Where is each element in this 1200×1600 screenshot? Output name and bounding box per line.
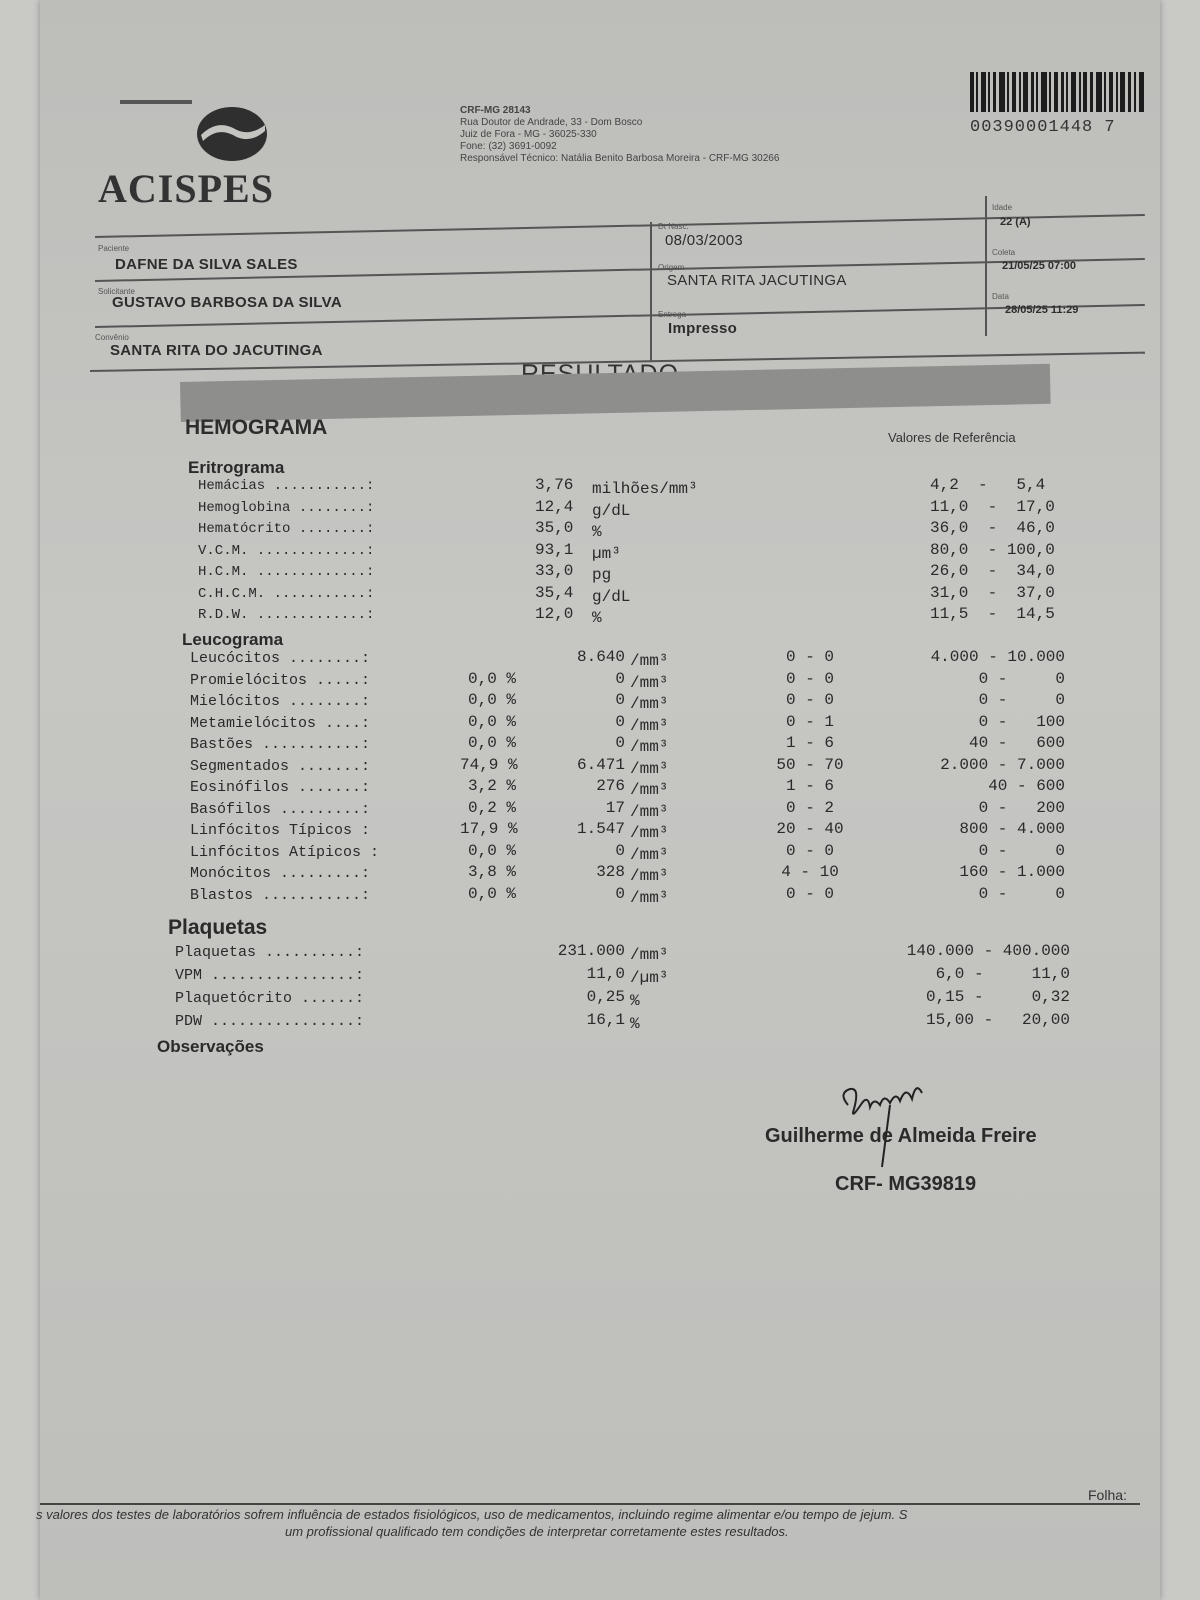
leucograma-row-ref-abs: 4.000 - 10.000 xyxy=(930,648,1065,666)
leucograma-row-name: Basófilos .........: xyxy=(190,800,371,818)
reference-title: Valores de Referência xyxy=(888,430,1016,445)
leucograma-row-ref-abs: 800 - 4.000 xyxy=(959,820,1065,838)
leucograma-row-unit: /mm³ xyxy=(630,673,669,692)
leucograma-row-ref-pct: 0 - 0 xyxy=(785,884,834,903)
signature-name: Guilherme de Almeida Freire xyxy=(765,1125,1037,1147)
label-nascimento: Dt Nasc. xyxy=(658,222,689,231)
plaquetas-row-value: 16,1 xyxy=(586,1011,625,1029)
label-solicitante: Solicitante xyxy=(98,287,135,296)
plaquetas-row-ref: 15,00 - 20,00 xyxy=(925,1011,1070,1029)
eritrograma-row-unit: pg xyxy=(592,566,612,584)
leucograma-row-abs: 0 xyxy=(615,712,625,731)
leucograma-row-ref-pct: 0 - 0 xyxy=(785,691,834,709)
plaquetas-row-value: 11,0 xyxy=(586,965,625,983)
logo-rule xyxy=(120,100,192,104)
leucograma-row-pct: 0,0 % xyxy=(467,841,516,860)
eritrograma-row-unit: milhões/mm³ xyxy=(592,480,698,498)
leucograma-row-name: Mielócitos ........: xyxy=(190,693,371,710)
eritrograma-row-unit: % xyxy=(592,523,602,541)
leucograma-row-pct: 0,0 % xyxy=(467,669,516,688)
plaquetas-row-ref: 0,15 - 0,32 xyxy=(925,988,1070,1006)
requester-name: GUSTAVO BARBOSA DA SILVA xyxy=(112,294,342,311)
signature-crf: CRF- MG39819 xyxy=(835,1173,977,1195)
logo-text: ACISPES xyxy=(98,166,274,211)
leucograma-row-abs: 328 xyxy=(596,863,625,881)
leucograma-row-unit: /mm³ xyxy=(630,802,669,821)
eritrograma-row-ref: 11,5 - 14,5 xyxy=(930,605,1055,623)
eritrograma-row-value: 93,1 xyxy=(535,540,574,559)
eritrograma-row-value: 3,76 xyxy=(535,476,574,494)
leucograma-row-unit: /mm³ xyxy=(630,824,669,842)
leucograma-row-pct: 0,0 % xyxy=(467,691,516,709)
leucograma-row-abs: 276 xyxy=(596,777,625,795)
leucograma-row-ref-abs: 2.000 - 7.000 xyxy=(940,755,1065,774)
label-entrega: Entrega xyxy=(658,310,687,319)
leucograma-row-name: Blastos ...........: xyxy=(190,886,371,904)
leucograma-row-ref-abs: 40 - 600 xyxy=(988,777,1065,795)
leucograma-row-ref-pct: 50 - 70 xyxy=(776,755,844,774)
leucograma-row-abs: 0 xyxy=(615,884,625,903)
plaquetas-row-value: 231.000 xyxy=(557,942,625,960)
leucograma-row-ref-pct: 1 - 6 xyxy=(785,777,834,795)
insurance-name: SANTA RITA DO JACUTINGA xyxy=(110,342,323,359)
folha-label: Folha: xyxy=(1088,1487,1127,1503)
plaquetas-title: Plaquetas xyxy=(168,916,268,939)
lab-info xyxy=(460,105,779,165)
leucograma-row-pct: 17,9 % xyxy=(460,820,518,838)
leucograma-row-ref-abs: 160 - 1.000 xyxy=(959,863,1065,881)
leucograma-row-pct: 0,0 % xyxy=(467,712,516,731)
leucograma-row-ref-pct: 0 - 0 xyxy=(785,841,834,860)
label-idade: Idade xyxy=(992,203,1013,212)
hemograma-title: HEMOGRAMA xyxy=(185,416,328,439)
leucograma-row-unit: /mm³ xyxy=(630,888,669,907)
eritrograma-title: Eritrograma xyxy=(188,458,285,477)
leucograma-row-ref-abs: 0 - 0 xyxy=(978,691,1065,709)
leucograma-row-ref-abs: 0 - 0 xyxy=(978,669,1065,688)
plaquetas-row-name: Plaquetas ..........: xyxy=(175,944,365,961)
eritrograma-row-name: Hemácias ...........: xyxy=(198,478,375,494)
leucograma-row-ref-abs: 0 - 100 xyxy=(978,712,1065,731)
lab-address: Rua Doutor de Andrade, 33 - Dom Bosco xyxy=(460,117,643,128)
leucograma-row-pct: 3,8 % xyxy=(467,863,516,881)
leucograma-row-name: Monócitos .........: xyxy=(190,865,371,882)
leucograma-row-name: Promielócitos .....: xyxy=(190,671,371,689)
eritrograma-row-ref: 4,2 - 5,4 xyxy=(930,476,1046,494)
leucograma-row-pct: 3,2 % xyxy=(467,777,516,795)
eritrograma-row-unit: g/dL xyxy=(592,587,631,606)
eritrograma-row-ref: 26,0 - 34,0 xyxy=(930,562,1055,580)
leucograma-row-name: Linfócitos Atípicos : xyxy=(190,843,380,861)
leucograma-row-abs: 17 xyxy=(605,798,625,817)
leucograma-row-ref-abs: 40 - 600 xyxy=(968,734,1065,752)
leucograma-row-abs: 1.547 xyxy=(576,820,625,838)
leucograma-row-unit: /mm³ xyxy=(630,759,669,778)
observacoes-title: Observações xyxy=(157,1037,264,1056)
eritrograma-row-name: Hematócrito ........: xyxy=(198,521,375,537)
disclaimer-line-1: s valores dos testes de laboratórios sofrem influência de estados fisiológicos, uso de medicamentos, incluindo regime alimentar e/ou tempo de jejum. S xyxy=(36,1507,908,1522)
birth-date: 08/03/2003 xyxy=(665,232,744,249)
plaquetas-row-unit: /µm³ xyxy=(630,969,669,987)
eritrograma-row-name: H.C.M. .............: xyxy=(198,564,375,580)
leucograma-row-name: Linfócitos Típicos : xyxy=(190,822,371,839)
leucograma-row-name: Leucócitos ........: xyxy=(190,650,371,667)
report-date: 28/05/25 11:29 xyxy=(1005,304,1079,316)
eritrograma-row-unit: µm³ xyxy=(592,544,621,563)
disclaimer-line-2: um profissional qualificado tem condições de interpretar corretamente estes resultados. xyxy=(285,1524,789,1539)
leucograma-title: Leucograma xyxy=(182,630,284,649)
eritrograma-row-unit: % xyxy=(592,609,602,627)
grid-divider-1 xyxy=(650,222,652,362)
eritrograma-row-name: Hemoglobina ........: xyxy=(198,499,375,516)
plaquetas-row-ref: 140.000 - 400.000 xyxy=(906,942,1070,960)
age: 22 (A) xyxy=(1000,216,1031,228)
leucograma-row-unit: /mm³ xyxy=(630,867,669,885)
leucograma-row-abs: 0 xyxy=(615,669,625,688)
collection-date: 21/05/25 07:00 xyxy=(1002,260,1077,272)
eritrograma-row-name: C.H.C.M. ...........: xyxy=(198,585,375,602)
grid-divider-2 xyxy=(985,196,987,336)
eritrograma-row-name: R.D.W. .............: xyxy=(198,607,375,623)
leucograma-row-ref-pct: 4 - 10 xyxy=(781,863,839,881)
eritrograma-row-value: 35,4 xyxy=(535,583,574,602)
leucograma-row-ref-pct: 0 - 2 xyxy=(785,798,834,817)
leucograma-row-pct: 74,9 % xyxy=(460,755,518,774)
leucograma-row-unit: /mm³ xyxy=(630,716,669,735)
barcode-icon xyxy=(970,72,1144,112)
leucograma-row-pct: 0,2 % xyxy=(467,798,516,817)
barcode-number: 00390001448 7 xyxy=(970,118,1116,137)
leucograma-row-pct: 0,0 % xyxy=(467,884,516,903)
leucograma-row-abs: 0 xyxy=(615,841,625,860)
signature-scribble-icon xyxy=(830,1075,940,1170)
leucograma-row-ref-abs: 0 - 0 xyxy=(978,884,1065,903)
plaquetas-row-value: 0,25 xyxy=(586,988,625,1006)
eritrograma-row-ref: 36,0 - 46,0 xyxy=(930,519,1055,537)
lab-responsible: Responsável Técnico: Natália Benito Barbosa Moreira - CRF-MG 30266 xyxy=(460,153,780,164)
leucograma-row-ref-pct: 20 - 40 xyxy=(776,820,844,838)
delivery: Impresso xyxy=(668,320,738,337)
leucograma-row-unit: /mm³ xyxy=(630,695,669,713)
eritrograma-row-value: 35,0 xyxy=(535,519,574,537)
leucograma-row-name: Metamielócitos ....: xyxy=(190,714,371,732)
origin: SANTA RITA JACUTINGA xyxy=(667,272,847,289)
leucograma-row-abs: 0 xyxy=(615,734,625,752)
acispes-logo-icon xyxy=(195,105,269,163)
leucograma-row-ref-abs: 0 - 200 xyxy=(978,798,1065,817)
label-coleta: Coleta xyxy=(992,248,1016,257)
eritrograma-row-name: V.C.M. .............: xyxy=(198,542,375,559)
eritrograma-row-value: 33,0 xyxy=(535,562,574,580)
eritrograma-row-value: 12,0 xyxy=(535,605,574,623)
leucograma-row-ref-pct: 0 - 1 xyxy=(785,712,834,731)
footer-rule xyxy=(40,1503,1140,1505)
leucograma-row-ref-pct: 0 - 0 xyxy=(785,669,834,688)
leucograma-row-unit: /mm³ xyxy=(630,738,669,756)
leucograma-row-abs: 0 xyxy=(615,691,625,709)
lab-crf: CRF-MG 28143 xyxy=(460,105,531,116)
plaquetas-row-unit: % xyxy=(630,1015,640,1033)
leucograma-row-ref-pct: 1 - 6 xyxy=(785,734,834,752)
eritrograma-row-ref: 11,0 - 17,0 xyxy=(930,497,1055,516)
leucograma-row-abs: 8.640 xyxy=(576,648,625,666)
leucograma-row-unit: /mm³ xyxy=(630,652,669,670)
lab-city: Juiz de Fora - MG - 36025-330 xyxy=(460,129,597,140)
plaquetas-row-unit: /mm³ xyxy=(630,946,669,964)
leucograma-row-ref-pct: 0 - 0 xyxy=(785,648,834,666)
label-convenio: Convênio xyxy=(95,333,129,342)
leucograma-row-name: Bastões ...........: xyxy=(190,736,371,753)
lab-phone: Fone: (32) 3691-0092 xyxy=(460,141,557,152)
grid-line-top xyxy=(95,214,1145,238)
eritrograma-row-ref: 80,0 - 100,0 xyxy=(930,540,1055,559)
lab-report-page xyxy=(36,0,1160,1600)
leucograma-row-ref-abs: 0 - 0 xyxy=(978,841,1065,860)
leucograma-row-name: Segmentados .......: xyxy=(190,757,371,775)
plaquetas-row-ref: 6,0 - 11,0 xyxy=(935,965,1070,983)
plaquetas-row-name: VPM ................: xyxy=(175,967,365,984)
plaquetas-row-name: PDW ................: xyxy=(175,1013,365,1030)
patient-name: DAFNE DA SILVA SALES xyxy=(115,256,298,273)
eritrograma-row-ref: 31,0 - 37,0 xyxy=(930,583,1055,602)
leucograma-row-unit: /mm³ xyxy=(630,781,669,799)
label-paciente: Paciente xyxy=(98,244,130,253)
label-data: Data xyxy=(992,292,1009,301)
eritrograma-row-unit: g/dL xyxy=(592,501,631,520)
leucograma-row-name: Eosinófilos .......: xyxy=(190,779,371,796)
eritrograma-row-value: 12,4 xyxy=(535,497,574,516)
leucograma-row-abs: 6.471 xyxy=(576,755,625,774)
leucograma-row-unit: /mm³ xyxy=(630,845,669,864)
plaquetas-row-unit: % xyxy=(630,992,640,1010)
plaquetas-row-name: Plaquetócrito ......: xyxy=(175,990,365,1007)
label-origem: Origem xyxy=(658,263,685,272)
leucograma-row-pct: 0,0 % xyxy=(467,734,516,752)
